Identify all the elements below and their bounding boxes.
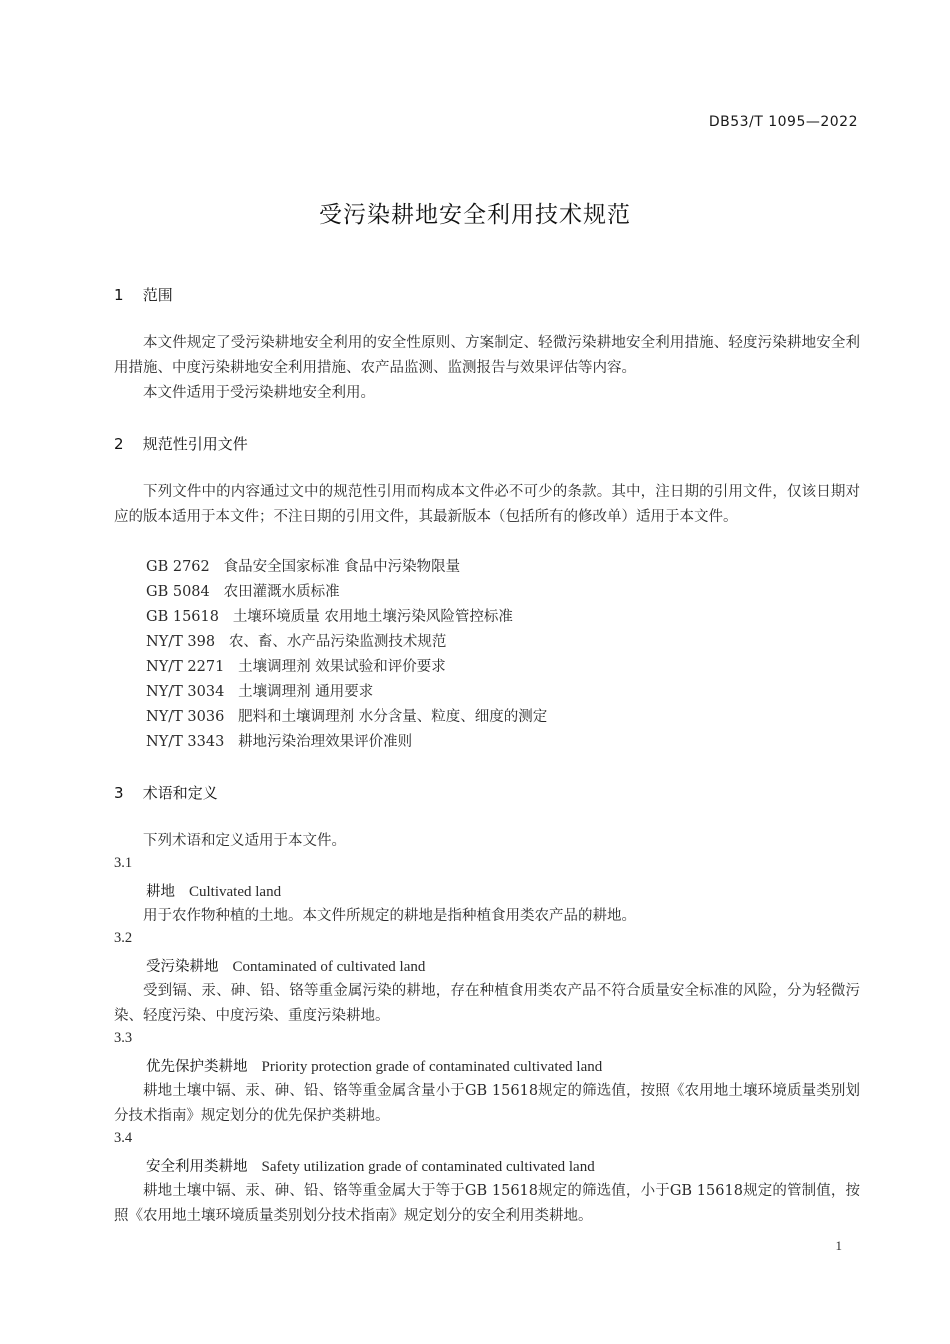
section-number: 1 bbox=[114, 286, 124, 304]
term-chinese-name: 安全利用类耕地 bbox=[146, 1159, 248, 1175]
reference-item bbox=[146, 655, 446, 676]
reference-item bbox=[146, 555, 460, 576]
term-name bbox=[146, 1155, 595, 1176]
reference-code: NY/T 398 bbox=[146, 634, 216, 650]
term-number: 3.2 bbox=[114, 930, 133, 946]
section-number: 2 bbox=[114, 435, 124, 453]
reference-name: 土壤环境质量 农用地土壤污染风险管控标准 bbox=[232, 609, 513, 625]
term-number: 3.4 bbox=[114, 1130, 133, 1146]
section-title: 规范性引用文件 bbox=[142, 435, 248, 453]
term-english-name: Contaminated of cultivated land bbox=[232, 959, 426, 975]
reference-item bbox=[146, 680, 373, 701]
reference-item bbox=[146, 605, 513, 626]
section-title: 范围 bbox=[142, 286, 173, 304]
term-name bbox=[146, 955, 425, 976]
section-title: 术语和定义 bbox=[142, 784, 218, 802]
reference-name: 农、畜、水产品污染监测技术规范 bbox=[228, 634, 447, 650]
term-english-name: Cultivated land bbox=[189, 884, 282, 900]
section-3-paragraph-1: 下列术语和定义适用于本文件。 bbox=[143, 833, 346, 849]
reference-name: 食品安全国家标准 食品中污染物限量 bbox=[223, 559, 461, 575]
term-chinese-name: 耕地 bbox=[146, 884, 175, 900]
section-1-heading bbox=[114, 284, 173, 305]
term-english-name: Priority protection grade of contaminated cultivated land bbox=[261, 1059, 603, 1075]
term-definition: 用于农作物种植的土地。本文件所规定的耕地是指种植食用类农产品的耕地。 bbox=[143, 908, 636, 924]
section-3-heading bbox=[114, 782, 218, 803]
term-chinese-name: 受污染耕地 bbox=[146, 959, 219, 975]
section-1-paragraph-2: 本文件适用于受污染耕地安全利用。 bbox=[143, 385, 375, 401]
reference-item bbox=[146, 705, 547, 726]
term-definition: 耕地土壤中镉、汞、砷、铅、铬等重金属含量小于GB 15618规定的筛选值，按照《农用地土壤环境质量类别划分技术指南》规定划分的优先保护类耕地。 bbox=[114, 1083, 860, 1124]
reference-item bbox=[146, 580, 340, 601]
reference-name: 土壤调理剂 效果试验和评价要求 bbox=[238, 659, 446, 675]
reference-code: GB 15618 bbox=[146, 609, 219, 625]
reference-code: GB 5084 bbox=[146, 584, 210, 600]
reference-code: NY/T 3034 bbox=[146, 684, 225, 700]
reference-name: 土壤调理剂 通用要求 bbox=[238, 684, 374, 700]
reference-name: 肥料和土壤调理剂 水分含量、粒度、细度的测定 bbox=[238, 709, 548, 725]
reference-code: NY/T 3343 bbox=[146, 734, 225, 750]
section-number: 3 bbox=[114, 784, 124, 802]
reference-code: NY/T 3036 bbox=[146, 709, 225, 725]
document-title: 受污染耕地安全利用技术规范 bbox=[319, 202, 631, 228]
term-chinese-name: 优先保护类耕地 bbox=[146, 1059, 248, 1075]
term-number: 3.3 bbox=[114, 1030, 133, 1046]
term-definition: 耕地土壤中镉、汞、砷、铅、铬等重金属大于等于GB 15618规定的筛选值，小于GB 15618规定的管制值，按照《农用地土壤环境质量类别划分技术指南》规定划分的安全利用类耕地。 bbox=[114, 1183, 860, 1224]
term-name bbox=[146, 1055, 602, 1076]
term-definition: 受到镉、汞、砷、铅、铬等重金属污染的耕地，存在种植食用类农产品不符合质量安全标准的风险，分为轻微污染、轻度污染、中度污染、重度污染耕地。 bbox=[114, 983, 860, 1024]
section-2-heading bbox=[114, 433, 248, 454]
standard-code: DB53/T 1095—2022 bbox=[708, 114, 858, 130]
reference-name: 耕地污染治理效果评价准则 bbox=[238, 734, 413, 750]
reference-name: 农田灌溉水质标准 bbox=[223, 584, 340, 600]
reference-code: GB 2762 bbox=[146, 559, 210, 575]
reference-code: NY/T 2271 bbox=[146, 659, 225, 675]
reference-item bbox=[146, 730, 412, 751]
term-english-name: Safety utilization grade of contaminated cultivated land bbox=[261, 1159, 595, 1175]
reference-item bbox=[146, 630, 446, 651]
page-number: 1 bbox=[835, 1238, 842, 1253]
section-2-paragraph-1: 下列文件中的内容通过文中的规范性引用而构成本文件必不可少的条款。其中，注日期的引用文件，仅该日期对应的版本适用于本文件；不注日期的引用文件，其最新版本（包括所有的修改单）适用于本文件。 bbox=[114, 484, 860, 525]
section-1-paragraph-1: 本文件规定了受污染耕地安全利用的安全性原则、方案制定、轻微污染耕地安全利用措施、轻度污染耕地安全利用措施、中度污染耕地安全利用措施、农产品监测、监测报告与效果评估等内容。 bbox=[114, 335, 860, 376]
term-number: 3.1 bbox=[114, 855, 133, 871]
term-name bbox=[146, 880, 281, 901]
